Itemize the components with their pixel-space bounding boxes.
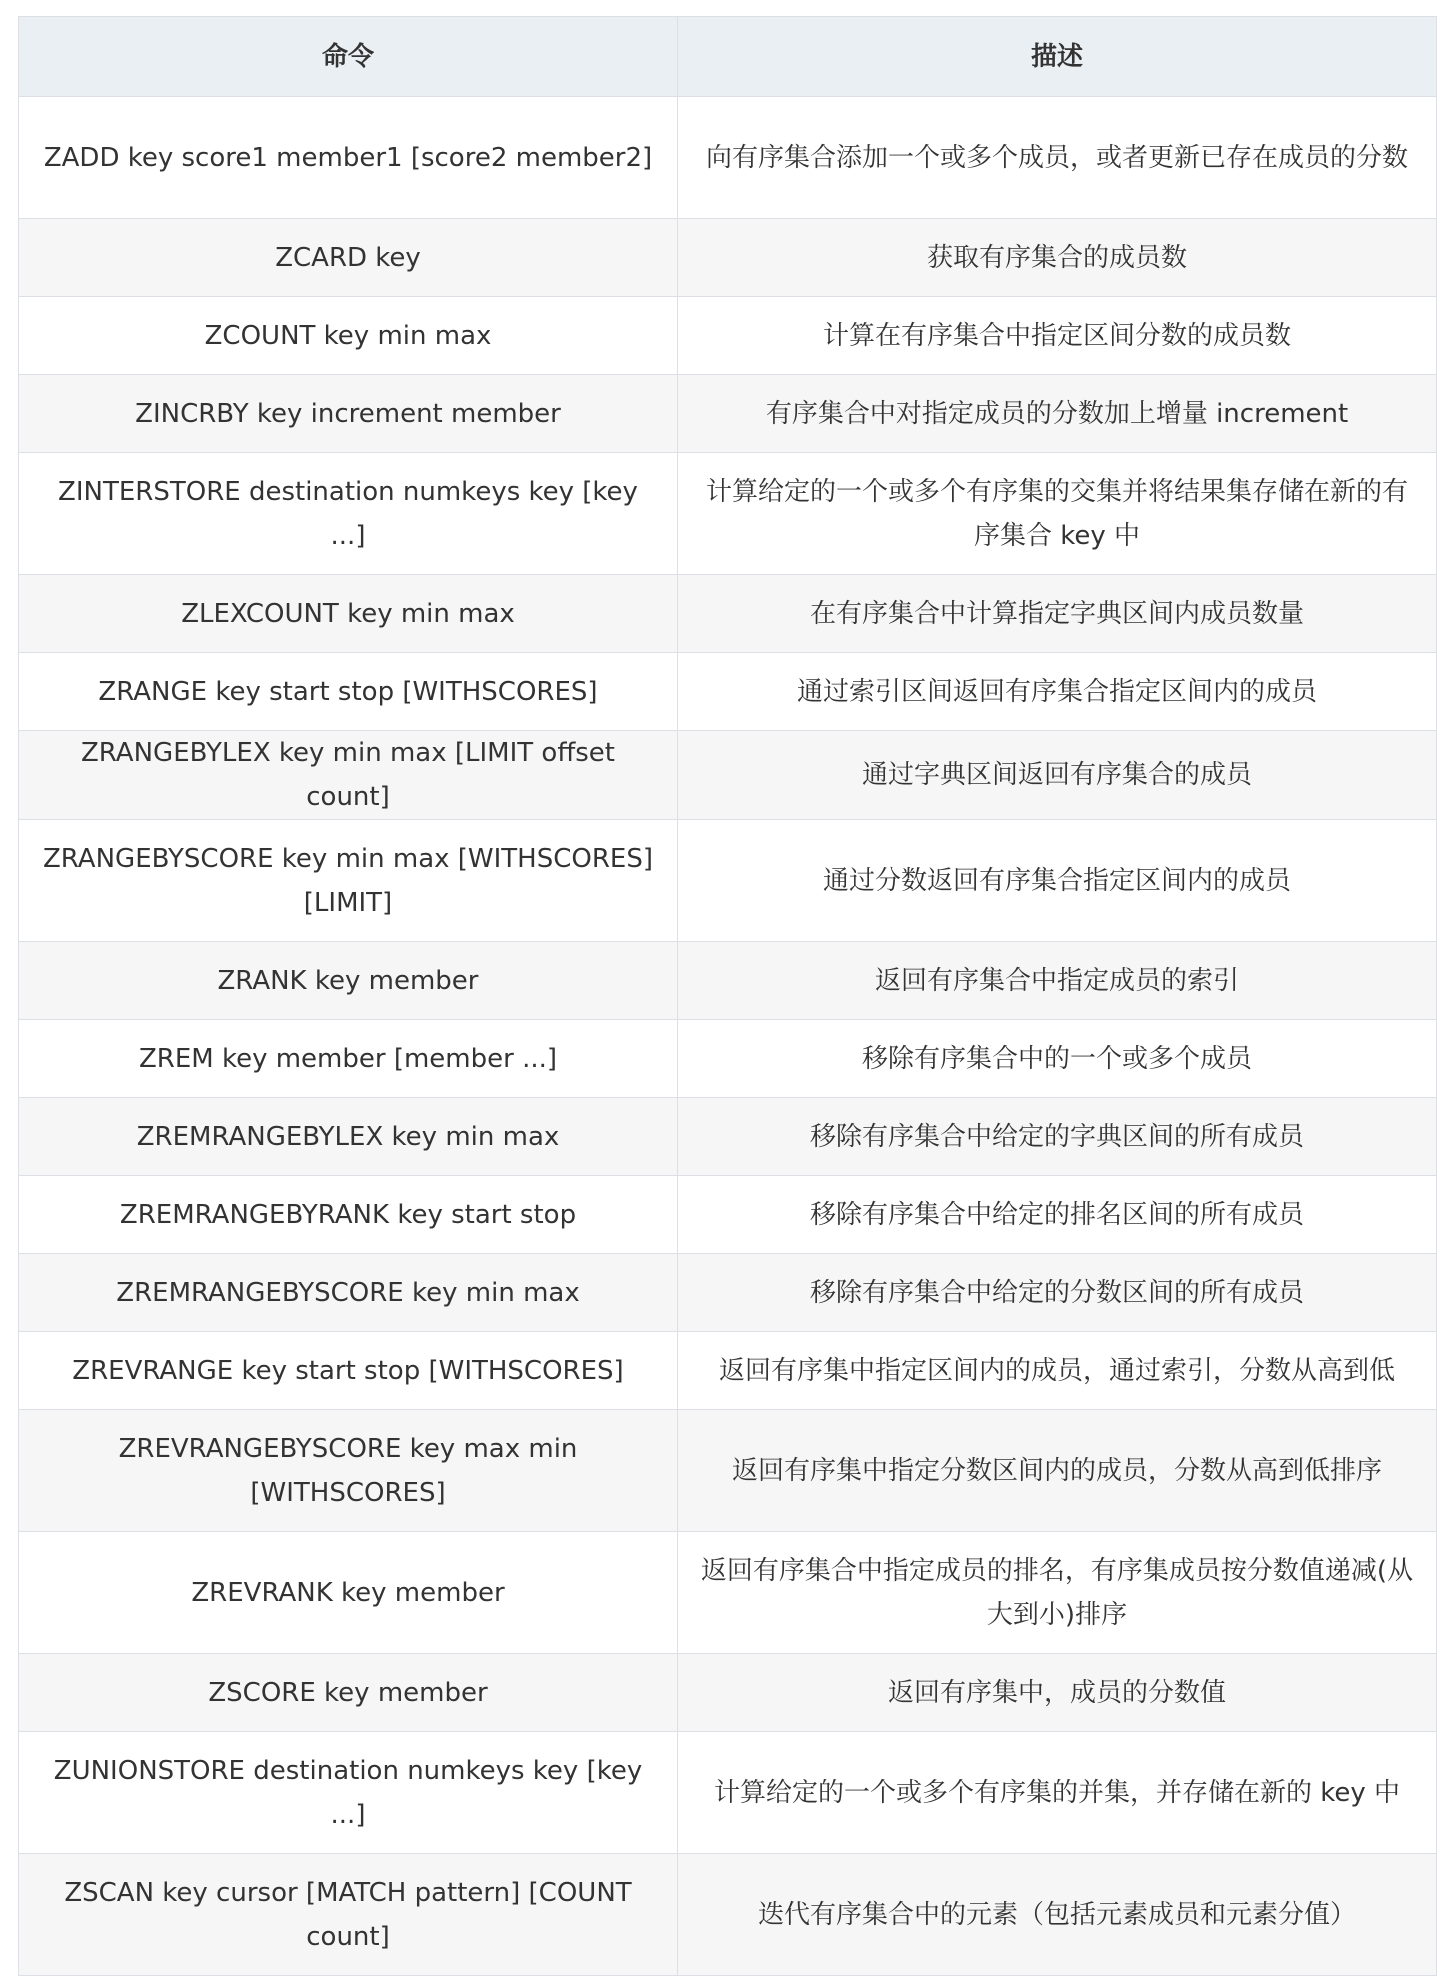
header-command: 命令 xyxy=(19,17,678,97)
command-cell: ZINTERSTORE destination numkeys key [key ...] xyxy=(19,453,678,575)
command-cell: ZCARD key xyxy=(19,219,678,297)
command-cell: ZRANGE key start stop [WITHSCORES] xyxy=(19,653,678,731)
table-row xyxy=(19,820,1437,942)
description-cell: 向有序集合添加一个或多个成员，或者更新已存在成员的分数 xyxy=(678,97,1437,219)
description-cell: 迭代有序集合中的元素（包括元素成员和元素分值） xyxy=(678,1854,1437,1976)
description-cell: 计算在有序集合中指定区间分数的成员数 xyxy=(678,297,1437,375)
command-cell: ZRANK key member xyxy=(19,942,678,1020)
command-cell: ZRANGEBYSCORE key min max [WITHSCORES] [LIMIT] xyxy=(19,820,678,942)
description-cell: 返回有序集合中指定成员的索引 xyxy=(678,942,1437,1020)
description-cell: 移除有序集合中给定的分数区间的所有成员 xyxy=(678,1254,1437,1332)
description-cell: 通过字典区间返回有序集合的成员 xyxy=(678,731,1437,820)
table-row xyxy=(19,1020,1437,1098)
command-cell: ZREMRANGEBYRANK key start stop xyxy=(19,1176,678,1254)
command-cell: ZCOUNT key min max xyxy=(19,297,678,375)
description-cell: 返回有序集中指定分数区间内的成员，分数从高到低排序 xyxy=(678,1410,1437,1532)
command-cell: ZREMRANGEBYSCORE key min max xyxy=(19,1254,678,1332)
command-cell: ZUNIONSTORE destination numkeys key [key ...] xyxy=(19,1732,678,1854)
command-cell: ZREM key member [member ...] xyxy=(19,1020,678,1098)
table-row xyxy=(19,97,1437,219)
header-description: 描述 xyxy=(678,17,1437,97)
description-cell: 通过索引区间返回有序集合指定区间内的成员 xyxy=(678,653,1437,731)
table-row xyxy=(19,1854,1437,1976)
table-row xyxy=(19,375,1437,453)
description-cell: 有序集合中对指定成员的分数加上增量 increment xyxy=(678,375,1437,453)
command-cell: ZSCORE key member xyxy=(19,1654,678,1732)
description-cell: 返回有序集合中指定成员的排名，有序集成员按分数值递减(从大到小)排序 xyxy=(678,1532,1437,1654)
command-table xyxy=(18,16,1437,1976)
table-row xyxy=(19,1732,1437,1854)
description-cell: 获取有序集合的成员数 xyxy=(678,219,1437,297)
table-row xyxy=(19,575,1437,653)
description-cell: 移除有序集合中给定的字典区间的所有成员 xyxy=(678,1098,1437,1176)
command-cell: ZREMRANGEBYLEX key min max xyxy=(19,1098,678,1176)
description-cell: 通过分数返回有序集合指定区间内的成员 xyxy=(678,820,1437,942)
description-cell: 在有序集合中计算指定字典区间内成员数量 xyxy=(678,575,1437,653)
table-row xyxy=(19,1654,1437,1732)
table-header xyxy=(19,17,1437,97)
table-row xyxy=(19,1332,1437,1410)
command-cell: ZRANGEBYLEX key min max [LIMIT offset count] xyxy=(19,731,678,820)
table-row xyxy=(19,1176,1437,1254)
table-row xyxy=(19,1410,1437,1532)
header-row xyxy=(19,17,1437,97)
description-cell: 移除有序集合中的一个或多个成员 xyxy=(678,1020,1437,1098)
command-cell: ZADD key score1 member1 [score2 member2] xyxy=(19,97,678,219)
table-row xyxy=(19,653,1437,731)
description-cell: 计算给定的一个或多个有序集的交集并将结果集存储在新的有序集合 key 中 xyxy=(678,453,1437,575)
table-row xyxy=(19,297,1437,375)
description-cell: 移除有序集合中给定的排名区间的所有成员 xyxy=(678,1176,1437,1254)
table-row xyxy=(19,453,1437,575)
table-row xyxy=(19,1254,1437,1332)
table-row xyxy=(19,1098,1437,1176)
description-cell: 返回有序集中指定区间内的成员，通过索引，分数从高到低 xyxy=(678,1332,1437,1410)
command-cell: ZLEXCOUNT key min max xyxy=(19,575,678,653)
command-cell: ZSCAN key cursor [MATCH pattern] [COUNT count] xyxy=(19,1854,678,1976)
command-cell: ZINCRBY key increment member xyxy=(19,375,678,453)
table-body xyxy=(19,97,1437,1976)
command-cell: ZREVRANK key member xyxy=(19,1532,678,1654)
description-cell: 返回有序集中，成员的分数值 xyxy=(678,1654,1437,1732)
table-row xyxy=(19,219,1437,297)
table-row xyxy=(19,942,1437,1020)
command-cell: ZREVRANGEBYSCORE key max min [WITHSCORES] xyxy=(19,1410,678,1532)
table-row xyxy=(19,731,1437,820)
description-cell: 计算给定的一个或多个有序集的并集，并存储在新的 key 中 xyxy=(678,1732,1437,1854)
command-cell: ZREVRANGE key start stop [WITHSCORES] xyxy=(19,1332,678,1410)
table-row xyxy=(19,1532,1437,1654)
